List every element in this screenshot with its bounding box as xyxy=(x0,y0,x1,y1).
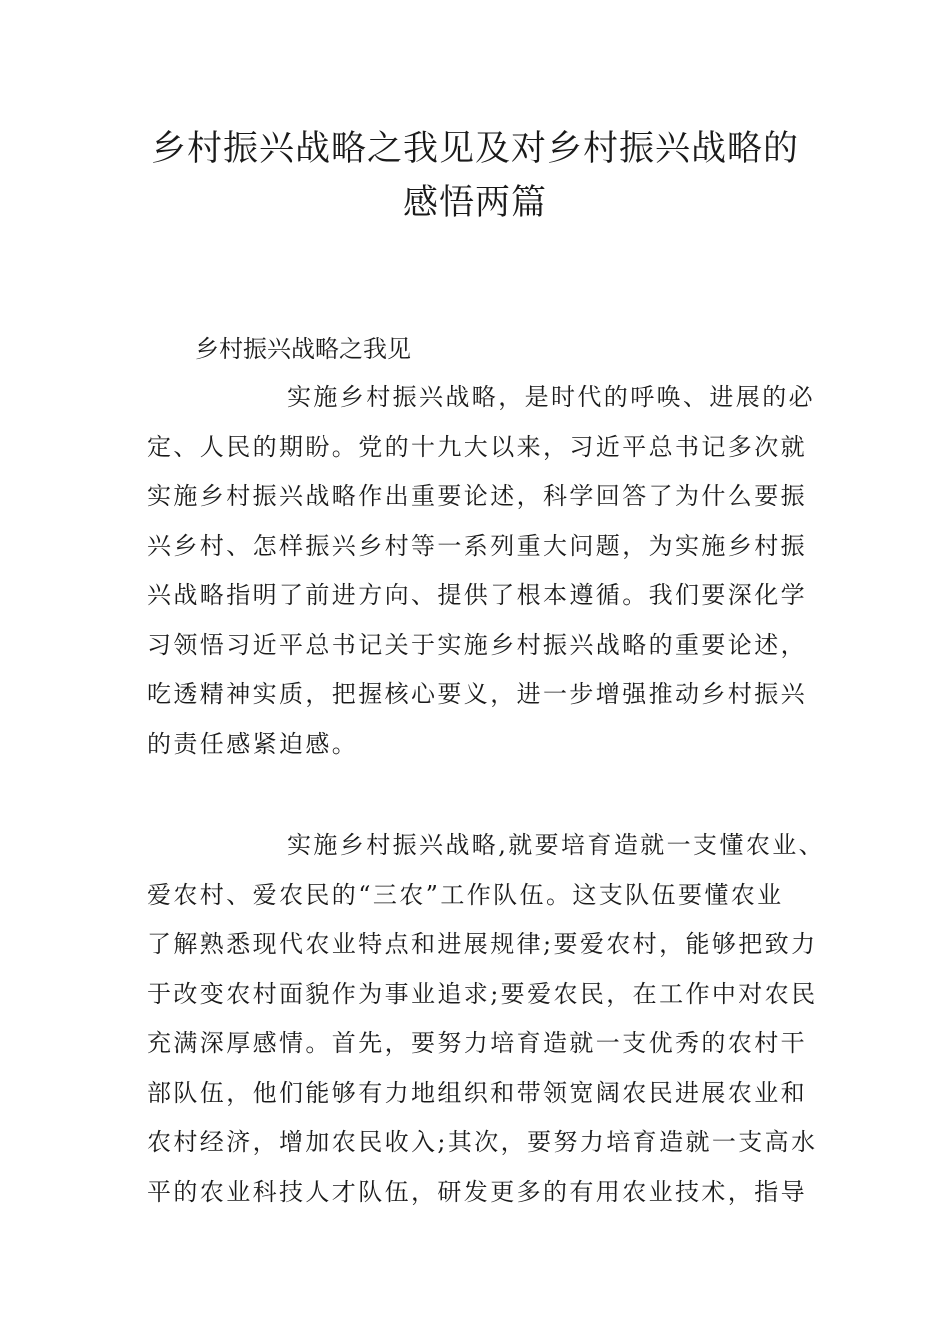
paragraph xyxy=(147,821,826,1217)
paragraph xyxy=(147,373,817,769)
paragraph-line: 充满深厚感情。首先，要努力培育造就一支优秀的农村干 xyxy=(147,1029,807,1057)
section-heading: 乡村振兴战略之我见 xyxy=(195,335,411,363)
title-line: 感悟两篇 xyxy=(402,183,547,223)
paragraph-line: 的责任感紧迫感。 xyxy=(147,729,359,758)
paragraph-line: 定、人民的期盼。党的十九大以来，习近平总书记多次就 xyxy=(147,432,807,461)
paragraph-line: 兴战略指明了前进方向、提供了根本遵循。我们要深化学 xyxy=(147,581,807,609)
paragraph-line: 实施乡村振兴战略作出重要论述，科学回答了为什么要振 xyxy=(147,482,807,510)
paragraph-line: 兴乡村、怎样振兴乡村等一系列重大问题，为实施乡村振 xyxy=(147,531,807,560)
paragraph-line: 了解熟悉现代农业特点和进展规律;要爱农村，能够把致力 xyxy=(147,930,818,958)
paragraph-line: 实施乡村振兴战略,就要培育造就一支懂农业、 xyxy=(287,831,826,859)
title-line: 乡村振兴战略之我见及对乡村振兴战略的 xyxy=(150,129,799,169)
paragraph-line: 平的农业科技人才队伍，研发更多的有用农业技术，指导 xyxy=(147,1177,807,1206)
paragraph-line: 部队伍，他们能够有力地组织和带领宽阔农民进展农业和 xyxy=(147,1078,807,1107)
document-title xyxy=(100,122,850,230)
paragraph-line: 习领悟习近平总书记关于实施乡村振兴战略的重要论述， xyxy=(147,630,807,659)
paragraph-line: 实施乡村振兴战略，是时代的呼唤、进展的必 xyxy=(287,383,815,411)
paragraph-line: 农村经济，增加农民收入;其次，要努力培育造就一支高水 xyxy=(147,1128,818,1156)
paragraph-line: 于改变农村面貌作为事业追求;要爱农民，在工作中对农民 xyxy=(147,979,818,1008)
paragraph-line: 爱农村、爱农民的“三农”工作队伍。这支队伍要懂农业 xyxy=(147,880,784,909)
paragraph-line: 吃透精神实质，把握核心要义，进一步增强推动乡村振兴 xyxy=(147,680,807,708)
